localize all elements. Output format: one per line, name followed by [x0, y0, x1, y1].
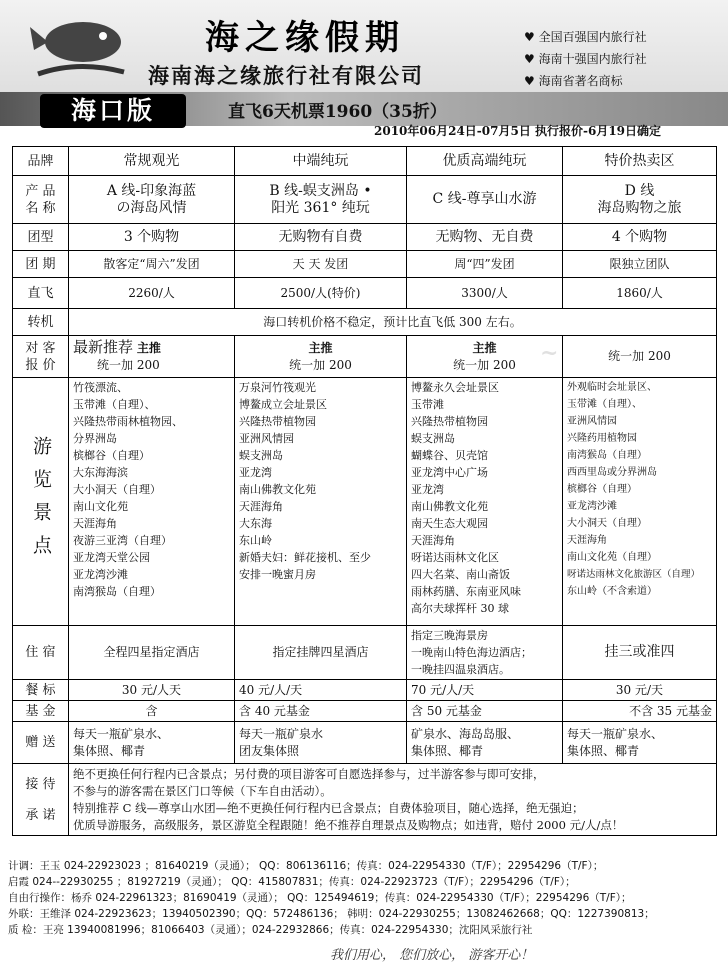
badge: ♥ 海南十强国内旅行社 — [524, 52, 647, 66]
row-label: 住 宿 — [13, 626, 69, 680]
guest-price-cell: 主推 统一加 200 — [235, 336, 407, 378]
fund-cell: 含 40 元基金 — [235, 701, 407, 722]
promise-text: 绝不更换任何行程内已含景点；另付费的项目游客可自愿选择参与，过半游客参与即可安排， 不参与的游客需在景区门口等候（下车自由活动）。 特别推荐 C 线—尊享山水团—绝不更换任何行程内已含景点；自费体验项目，随心选择，绝无强迫； 优质导游服务，高级服务，景区游览全程跟随！绝不推荐自理景点及购物点；如违背，赔付 2000 元/人/点！ — [69, 764, 717, 836]
contact-line: 自由行操作：杨乔 024-22961323；81690419（灵通）； QQ：125494619；传真：024-22954330（T/F）；22954296（T/F）； — [8, 892, 632, 904]
table-row — [13, 176, 717, 224]
brand-cell: 优质高端纯玩 — [407, 147, 563, 176]
flight-price-cell: 3300/人 — [407, 278, 563, 309]
contact-line: 质 检：王亮 13940081996；81066403（灵通）；024-22932866；传真：024-22954330；沈阳风采旅行社 — [8, 924, 533, 936]
row-label: 直飞 — [13, 278, 69, 309]
fund-cell: 含 50 元基金 — [407, 701, 563, 722]
brand-cell: 常规观光 — [69, 147, 235, 176]
itinerary-table — [12, 146, 717, 836]
hotel-cell: 指定三晚海景房 一晚南山特色海边酒店； 一晚挂四温泉酒店。 — [407, 626, 563, 680]
contact-line: 外联：王维泽 024-22923623；13940502390；QQ：572486136； 韩明：024-22930255；13082462668；QQ：1227390813； — [8, 908, 655, 920]
row-label: 基 金 — [13, 701, 69, 722]
guest-price-cell: 最新推荐 主推 统一加 200 — [69, 336, 235, 378]
edition-label: 海口版 — [40, 94, 186, 128]
spots-list: 竹筏漂流、 玉带滩（自理）、 兴隆热带雨林植物园、 分界洲岛 槟榔谷（自理） 大东海海滨 大小洞天（自理） 南山文化苑 天涯海角 夜游三亚湾（自理） 亚龙湾天堂公园 亚龙湾沙滩 南湾猴岛（自理） — [69, 378, 235, 626]
type-cell: 3 个购物 — [69, 224, 235, 251]
spots-list: 外观临时会址景区、 玉带滩（自理）、 亚洲风情园 兴隆药用植物园 南湾猴岛（自理） 西西里岛或分界洲岛 槟榔谷（自理） 亚龙湾沙滩 大小洞天（自理） 天涯海角 南山文化苑（自理） 呀诺达雨林文化旅游区（自理） 东山岭（不含索道） — [563, 378, 717, 626]
guest-price-cell: 统一加 200 — [563, 336, 717, 378]
gift-cell: 每天一瓶矿泉水、 集体照、椰青 — [69, 722, 235, 764]
table-row — [13, 147, 717, 176]
schedule-cell: 散客定“周六”发团 — [69, 251, 235, 278]
table-row — [13, 378, 717, 626]
product-cell: B 线-蜈支洲岛 • 阳光 361° 纯玩 — [235, 176, 407, 224]
brand-cell: 中端纯玩 — [235, 147, 407, 176]
gift-cell: 每天一瓶矿泉水 团友集体照 — [235, 722, 407, 764]
table-row — [13, 251, 717, 278]
row-label: 团型 — [13, 224, 69, 251]
table-row — [13, 336, 717, 378]
company-name: 海南海之缘旅行社有限公司 — [148, 64, 424, 88]
fund-cell: 含 — [69, 701, 235, 722]
fund-cell: 不含 35 元基金 — [563, 701, 717, 722]
table-row — [13, 626, 717, 680]
badge: ♥ 海南省著名商标 — [524, 74, 623, 88]
row-label: 团 期 — [13, 251, 69, 278]
type-cell: 无购物有自费 — [235, 224, 407, 251]
transfer-note: 海口转机价格不稳定，预计比直飞低 300 左右。 — [69, 309, 717, 336]
table-row — [13, 224, 717, 251]
row-label: 对 客 报 价 — [13, 336, 69, 378]
brand-name: 海之缘假期 — [205, 18, 405, 58]
meal-cell: 30 元/人天 — [69, 680, 235, 701]
product-cell: C 线-尊享山水游 — [407, 176, 563, 224]
table-row — [13, 278, 717, 309]
guest-price-cell: 主推 统一加 200 — [407, 336, 563, 378]
contact-line: 启霞 024--22930255 ；81927219（灵通）； QQ：415807831；传真：024-22923723（T/F）；22954296（T/F）； — [8, 876, 576, 888]
flight-price-cell: 1860/人 — [563, 278, 717, 309]
flight-headline: 直飞6天机票1960（35折） — [228, 102, 447, 122]
dolphin-logo-icon — [28, 12, 128, 82]
type-cell: 无购物、无自费 — [407, 224, 563, 251]
header-banner — [0, 0, 728, 98]
product-cell: A 线-印象海蓝 の海岛风情 — [69, 176, 235, 224]
valid-dates: 2010年06月24日-07月5日 执行报价-6月19日确定 — [374, 124, 662, 138]
schedule-cell: 周“四”发团 — [407, 251, 563, 278]
spots-list: 博鳌永久会址景区 玉带滩 兴隆热带植物园 蜈支洲岛 蝴蝶谷、贝壳馆 亚龙湾中心广场 亚龙湾 南山佛教文化苑 南天生态大观园 天涯海角 呀诺达雨林文化区 四大名菜、南山斋饭 雨林药膳、东南亚风味 高尔夫球挥杆 30 球 — [407, 378, 563, 626]
row-label: 接 待 承 诺 — [13, 764, 69, 836]
flight-price-cell: 2500/人(特价) — [235, 278, 407, 309]
schedule-cell: 限独立团队 — [563, 251, 717, 278]
row-label: 转机 — [13, 309, 69, 336]
row-label: 产 品 名 称 — [13, 176, 69, 224]
table-row — [13, 722, 717, 764]
row-label: 赠 送 — [13, 722, 69, 764]
table-row — [13, 680, 717, 701]
slogan: 我们用心， 您们放心， 游客开心！ — [330, 948, 534, 963]
brand-cell: 特价热卖区 — [563, 147, 717, 176]
meal-cell: 30 元/天 — [563, 680, 717, 701]
type-cell: 4 个购物 — [563, 224, 717, 251]
watermark: ~ — [540, 340, 559, 366]
badge: ♥ 全国百强国内旅行社 — [524, 30, 647, 44]
honor-badges — [524, 26, 647, 92]
meal-cell: 40 元/人/天 — [235, 680, 407, 701]
row-label: 餐 标 — [13, 680, 69, 701]
hotel-cell: 挂三或准四 — [563, 626, 717, 680]
hotel-cell: 全程四星指定酒店 — [69, 626, 235, 680]
schedule-cell: 天 天 发团 — [235, 251, 407, 278]
row-label: 游览景点 — [13, 378, 69, 626]
gift-cell: 每天一瓶矿泉水、 集体照、椰青 — [563, 722, 717, 764]
flight-price-cell: 2260/人 — [69, 278, 235, 309]
contact-line: 计调：王玉 024-22923023 ；81640219（灵通）； QQ：806136116；传真：024-22954330（T/F）；22954296（T/F）； — [8, 860, 604, 872]
row-label: 品牌 — [13, 147, 69, 176]
gift-cell: 矿泉水、海岛岛服、 集体照、椰青 — [407, 722, 563, 764]
product-cell: D 线 海岛购物之旅 — [563, 176, 717, 224]
table-row — [13, 764, 717, 836]
meal-cell: 70 元/人/天 — [407, 680, 563, 701]
spots-list: 万泉河竹筏观光 博鳌成立会址景区 兴隆热带植物园 亚洲风情园 蜈支洲岛 亚龙湾 南山佛教文化苑 天涯海角 大东海 东山岭 新婚夫妇：鲜花接机、至少 安排一晚蜜月房 — [235, 378, 407, 626]
hotel-cell: 指定挂牌四星酒店 — [235, 626, 407, 680]
table-row — [13, 309, 717, 336]
contact-info — [8, 858, 720, 938]
table-row — [13, 701, 717, 722]
